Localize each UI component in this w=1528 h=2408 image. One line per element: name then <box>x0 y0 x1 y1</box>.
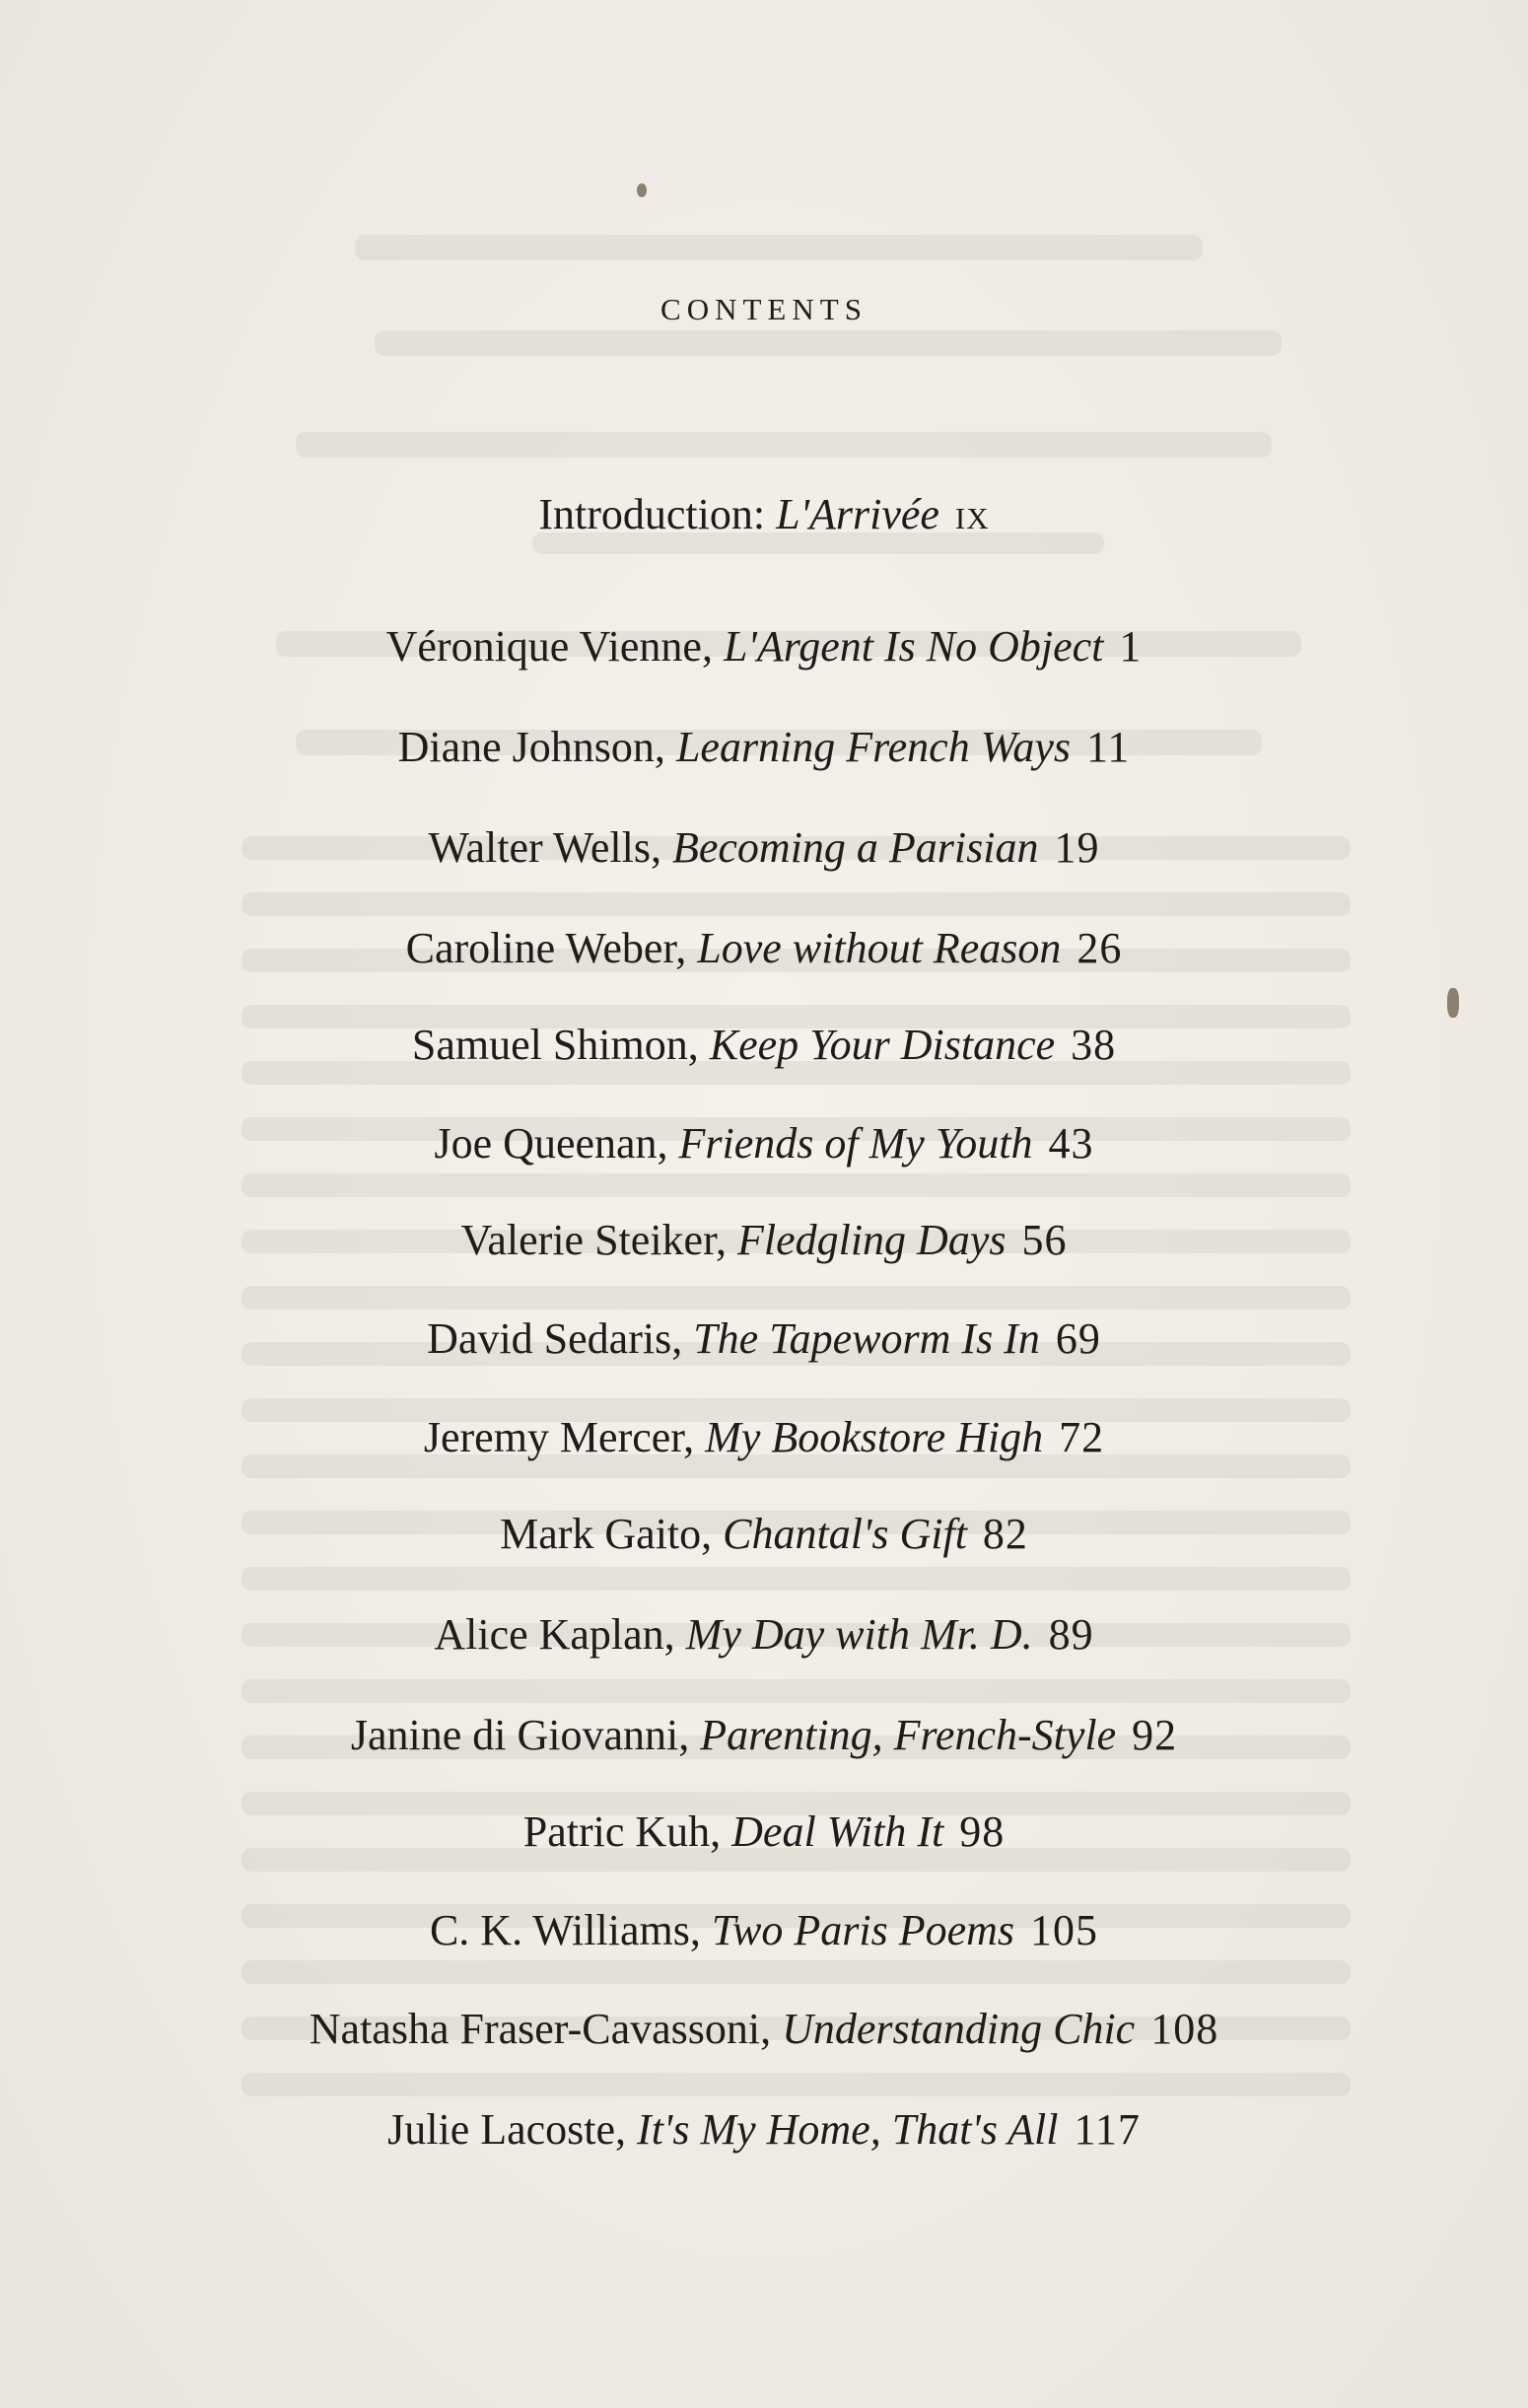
entry-author: Caroline Weber, <box>405 924 698 972</box>
toc-entry[interactable] <box>0 1116 1528 1171</box>
entry-title: Love without Reason <box>697 924 1062 972</box>
toc-entry[interactable] <box>0 1607 1528 1663</box>
entry-title: The Tapeworm Is In <box>693 1314 1040 1363</box>
entry-author: Valerie Steiker, <box>460 1216 737 1264</box>
entry-title: Friends of My Youth <box>678 1119 1033 1168</box>
introduction-title: L'Arrivée <box>776 490 939 538</box>
introduction-label: Introduction: <box>538 490 777 538</box>
entry-title: It's My Home, That's All <box>637 2105 1059 2154</box>
entry-author: Julie Lacoste, <box>387 2105 638 2154</box>
entry-page-number: 108 <box>1150 2005 1219 2053</box>
entry-page-number: 26 <box>1077 924 1123 972</box>
entry-title: Learning French Ways <box>675 723 1071 771</box>
entry-author: Mark Gaito, <box>500 1510 724 1558</box>
entry-page-number: 89 <box>1048 1610 1094 1659</box>
toc-entry[interactable] <box>0 720 1528 775</box>
toc-entry[interactable] <box>0 2002 1528 2057</box>
introduction-page-number: ix <box>954 490 990 538</box>
entry-author: Jeremy Mercer, <box>423 1413 706 1461</box>
entry-author: Natasha Fraser-Cavassoni, <box>309 2005 783 2053</box>
entry-author: Véronique Vienne, <box>385 622 724 671</box>
toc-entry[interactable] <box>0 921 1528 976</box>
entry-page-number: 82 <box>982 1510 1028 1558</box>
toc-entry-introduction[interactable] <box>0 487 1528 542</box>
entry-title: Becoming a Parisian <box>671 823 1039 872</box>
entry-page-number: 38 <box>1071 1021 1117 1069</box>
entry-author: C. K. Williams, <box>429 1906 712 1954</box>
entry-author: David Sedaris, <box>427 1314 694 1363</box>
entry-title: Chantal's Gift <box>723 1510 967 1558</box>
entry-title: Keep Your Distance <box>709 1021 1056 1069</box>
toc-entry[interactable] <box>0 1805 1528 1860</box>
entry-page-number: 92 <box>1132 1711 1178 1759</box>
entry-page-number: 98 <box>959 1807 1006 1856</box>
toc-entry[interactable] <box>0 1507 1528 1562</box>
contents-heading: CONTENTS <box>660 292 868 326</box>
toc-entry[interactable] <box>0 2102 1528 2158</box>
entry-author: Joe Queenan, <box>434 1119 679 1168</box>
entry-author: Samuel Shimon, <box>411 1021 710 1069</box>
entry-title: Fledgling Days <box>736 1216 1007 1264</box>
entry-author: Patric Kuh, <box>522 1807 732 1856</box>
entry-page-number: 117 <box>1074 2105 1141 2154</box>
entry-author: Alice Kaplan, <box>434 1610 686 1659</box>
entry-page-number: 72 <box>1059 1413 1105 1461</box>
entry-page-number: 19 <box>1054 823 1100 872</box>
entry-title: My Day with Mr. D. <box>685 1610 1033 1659</box>
entry-page-number: 56 <box>1021 1216 1068 1264</box>
toc-entry[interactable] <box>0 1213 1528 1268</box>
entry-title: Deal With It <box>731 1807 944 1856</box>
toc-entry[interactable] <box>0 1410 1528 1465</box>
toc-entry[interactable] <box>0 619 1528 674</box>
entry-title: Parenting, French-Style <box>700 1711 1117 1759</box>
toc-entry[interactable] <box>0 820 1528 876</box>
entry-page-number: 69 <box>1055 1314 1101 1363</box>
toc-entry[interactable] <box>0 1708 1528 1763</box>
entry-page-number: 11 <box>1085 723 1131 771</box>
entry-page-number: 43 <box>1048 1119 1094 1168</box>
entry-title: L'Argent Is No Object <box>723 622 1104 671</box>
entry-title: My Bookstore High <box>705 1413 1044 1461</box>
entry-author: Janine di Giovanni, <box>350 1711 701 1759</box>
toc-entry[interactable] <box>0 1903 1528 1958</box>
entry-title: Two Paris Poems <box>711 1906 1015 1954</box>
entry-title: Understanding Chic <box>782 2005 1136 2053</box>
entry-page-number: 1 <box>1119 622 1143 671</box>
toc-entry[interactable] <box>0 1018 1528 1073</box>
toc-entry[interactable] <box>0 1311 1528 1367</box>
entry-author: Diane Johnson, <box>397 723 676 771</box>
entry-author: Walter Wells, <box>428 823 672 872</box>
entry-page-number: 105 <box>1030 1906 1099 1954</box>
